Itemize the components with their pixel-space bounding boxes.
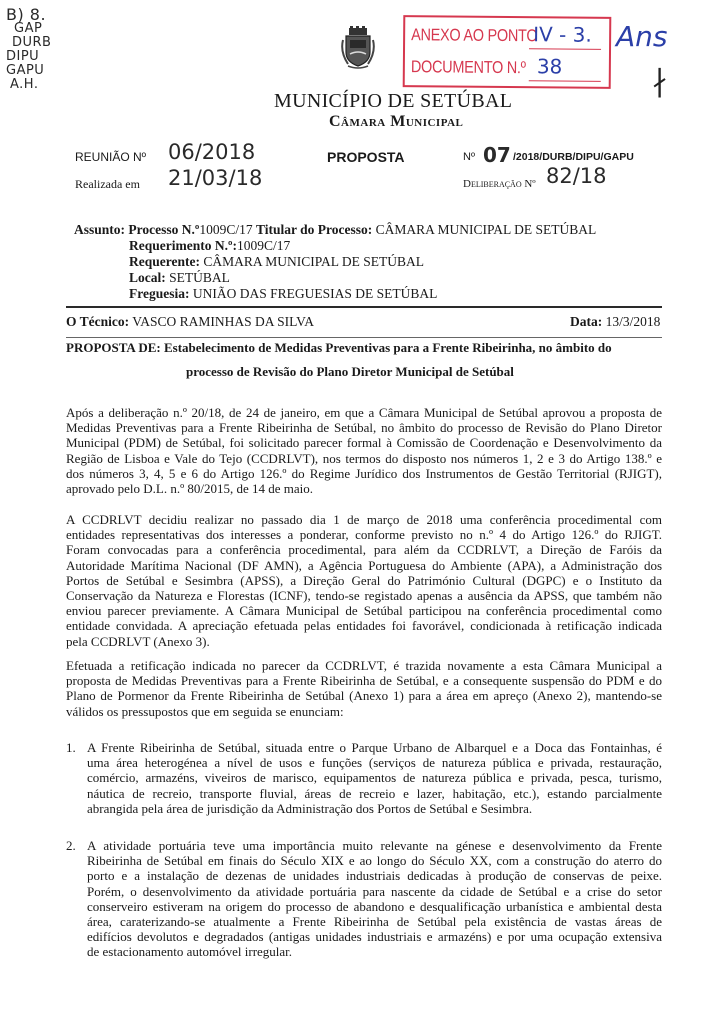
- annex-stamp: [403, 15, 612, 89]
- technician-label: O Técnico:: [66, 314, 130, 329]
- stamp-underline: [529, 48, 601, 50]
- text-line: Efetuada a retificação indicada no parecer da CCDRLVT, é trazida novamente a esta Câmara Municipal a: [66, 658, 662, 673]
- body-paragraph: [66, 512, 662, 649]
- note-line: GAP: [14, 21, 43, 36]
- text-line: válidos os pressupostos que em seguida se enunciam:: [66, 703, 344, 719]
- signature: Ans: [616, 20, 668, 53]
- deliberation-number-value: 82/18: [546, 164, 607, 188]
- technician-line: [66, 314, 314, 330]
- stamp-value-ponto: IV - 3.: [533, 22, 592, 47]
- location-line: [129, 270, 230, 286]
- divider: [66, 306, 662, 308]
- text-line: Ribeirinha de Setúbal em finais do Século XIX e ao longo do Século XX, com a construção do aterro do: [87, 853, 662, 869]
- signature-mark: ∤: [652, 64, 667, 99]
- technician-value: VASCO RAMINHAS DA SILVA: [132, 314, 314, 329]
- subject-label: Assunto:: [74, 222, 126, 237]
- request-number-line: [129, 238, 290, 254]
- stamp-underline: [529, 80, 601, 82]
- text-line: pela CCDRLVT (Anexo 3).: [66, 633, 210, 649]
- text-line: Plano de Pormenor da Frente Ribeirinha de Setúbal (Anexo 1) para a área em apreço (Anexo 2), mantendo-se: [66, 688, 662, 704]
- text-line: edifícios devolutos e degradados (antigas unidades industriais e armazéns) e por uma ocupação extensiva: [87, 929, 662, 945]
- divider: [66, 337, 662, 338]
- text-line: Municipal (PDM) de Setúbal, foi solicitado parecer formal à Comissão de Coordenação e Desenvolvimento da: [66, 435, 662, 451]
- text-line: Portos de Setúbal e Sesimbra (APSS), a Direção Geral do Património Cultural (DGPC) e o Instituto da: [66, 572, 662, 588]
- note-line: DIPU: [6, 49, 40, 64]
- handwritten-routing-notes: [6, 5, 66, 92]
- meeting-number-label: REUNIÃO Nº: [75, 150, 147, 164]
- text-line: proposta de Medidas Preventivas para a Frente Ribeirinha de Setúbal, e a consequente suspensão do PDM e do: [66, 673, 662, 689]
- text-line: Região de Lisboa e Vale do Tejo (CCDRLVT), nos termos do disposto nos números 1, 2 e 3 do Artigo 138.º e: [66, 450, 662, 466]
- text-line: Medidas Preventivas para a Frente Ribeirinha de Setúbal, no âmbito do processo de Revisão do Plano Diretor: [66, 420, 662, 436]
- text-line: Porém, o desenvolvimento da atividade portuária para nascente da cidade de Setúbal e a crise do setor: [87, 883, 662, 899]
- text-line: Foram convocadas para a conferência procedimental, para além da CCDRLVT, a Direção de Faróis da: [66, 542, 662, 558]
- applicant-line: [129, 254, 424, 270]
- meeting-number-value: 06/2018: [168, 140, 256, 164]
- text-line: A Frente Ribeirinha de Setúbal, situada entre o Parque Urbano de Albarquel e a Doca das Fontainhas, é: [87, 740, 662, 755]
- municipality-title: MUNICÍPIO DE SETÚBAL: [274, 90, 513, 112]
- applicant-value: CÂMARA MUNICIPAL DE SETÚBAL: [203, 254, 425, 269]
- text-line: entidade convidada. A apreciação efetuada pelas entidades foi favorável, condicionada à retificação indicada: [66, 618, 662, 634]
- text-line: uma área heterogénea a nível de usos e funções (serviços de natureza pública e privada, restauração,: [87, 755, 662, 771]
- text-line: Conservação da Natureza e Florestas (ICNF), tendo-se registado apenas a ausência da APSS, que também não: [66, 588, 662, 604]
- text-line: A atividade portuária teve uma importância muito relevante na génese e desenvolvimento da Frente: [87, 838, 662, 853]
- process-label: Processo N.º: [128, 222, 200, 237]
- holder-label: Titular do Processo:: [255, 222, 373, 237]
- body-paragraph: [66, 405, 662, 496]
- applicant-label: Requerente:: [129, 254, 200, 269]
- note-line: GAPU: [6, 63, 45, 78]
- proposal-title-label: PROPOSTA DE:: [66, 340, 161, 355]
- proposal-title-line-1: [66, 340, 612, 356]
- body-paragraph: [66, 658, 662, 719]
- holder-value: CÂMARA MUNICIPAL DE SETÚBAL: [375, 222, 597, 237]
- parish-label: Freguesia:: [129, 286, 190, 301]
- stamp-label-ponto: ANEXO AO PONTO: [411, 25, 538, 46]
- text-line: comércio, armazéns, viveiros de marisco, equipamentos de natureza pública e privada, pesca, turismo,: [87, 770, 662, 786]
- text-line: Após a deliberação n.º 20/18, de 24 de janeiro, em que a Câmara Municipal de Setúbal aprovou a proposta de: [66, 405, 662, 420]
- request-number-label: Requerimento N.º:: [129, 238, 237, 253]
- text-line: aprovado pelo D.L. n.º 80/2015, de 14 de maio.: [66, 481, 314, 497]
- text-line: entidades representativas dos interesses a ponderar, conforme previsto no n.º 4 do Artigo 126.º do RJIGT.: [66, 527, 662, 543]
- text-line: de estacionamento automóvel irregular.: [87, 944, 293, 960]
- list-item-number: 2.: [66, 838, 76, 853]
- proposal-title-line-2: processo de Revisão do Plano Diretor Municipal de Setúbal: [186, 364, 514, 379]
- meeting-date-label: Realizada em: [75, 177, 140, 191]
- meeting-date-value: 21/03/18: [168, 166, 263, 190]
- text-line: porto e a instalação de dezenas de unidades industriais dedicadas à produção de conservas de peixe.: [87, 868, 662, 884]
- text-line: área, caraterizando-se atualmente a Frente Ribeirinha de Setúbal pela existência de vastas áreas de: [87, 914, 662, 930]
- date-line: [570, 314, 660, 330]
- parish-value: UNIÃO DAS FREGUESIAS DE SETÚBAL: [192, 286, 438, 301]
- text-line: conserveiro estiveram na origem do processo de abandono e desqualificação urbanística e ambiental desta: [87, 898, 662, 914]
- chamber-title: Câmara Municipal: [329, 113, 464, 130]
- process-value: 1009C/17: [199, 222, 253, 237]
- municipal-crest-icon: [340, 26, 376, 70]
- location-value: SETÚBAL: [169, 270, 230, 285]
- request-number-value: 1009C/17: [236, 238, 291, 253]
- text-line: náutica de recreio, transporte fluvial, áreas de recreio e lazer, habitação, etc.), estando parcialmente: [87, 785, 662, 801]
- text-line: A CCDRLVT decidiu realizar no passado dia 1 de março de 2018 uma conferência procedimental com: [66, 512, 662, 527]
- text-line: dos números 3, 4, 5 e 6 do Artigo 126.º do Regime Jurídico dos Instrumentos de Gestão Territorial (RJIGT),: [66, 465, 662, 481]
- stamp-value-documento: 38: [536, 54, 563, 79]
- deliberation-number-label: Deliberação Nº: [463, 178, 536, 190]
- proposal-number-suffix: /2018/DURB/DIPU/GAPU: [513, 151, 634, 163]
- text-line: enviou parecer previamente. A Câmara Municipal de Setúbal participou na conferência procedimental como: [66, 603, 662, 619]
- text-line: abrangida pela área de jurisdição da Administração dos Portos de Setúbal e Sesimbra.: [87, 800, 533, 816]
- stamp-label-documento: DOCUMENTO N.º: [410, 57, 526, 78]
- note-line: DURB: [12, 35, 52, 50]
- date-label: Data:: [570, 314, 603, 329]
- proposal-number-label: Nº: [463, 151, 475, 163]
- date-value: 13/3/2018: [605, 314, 661, 329]
- text-line: Autoridade Marítima Nacional (DF AMN), a Agência Portuguesa do Ambiente (APA), a Administração dos: [66, 557, 662, 573]
- proposal-label: PROPOSTA: [327, 149, 405, 165]
- subject-line: [74, 222, 596, 238]
- parish-line: [129, 286, 437, 302]
- proposal-title-text: Estabelecimento de Medidas Preventivas para a Frente Ribeirinha, no âmbito do: [164, 340, 612, 355]
- proposal-number-value: 07: [483, 143, 511, 167]
- note-line: A.H.: [10, 77, 39, 92]
- list-item-number: 1.: [66, 740, 76, 755]
- note-line: B) 8.: [6, 5, 47, 24]
- location-label: Local:: [129, 270, 166, 285]
